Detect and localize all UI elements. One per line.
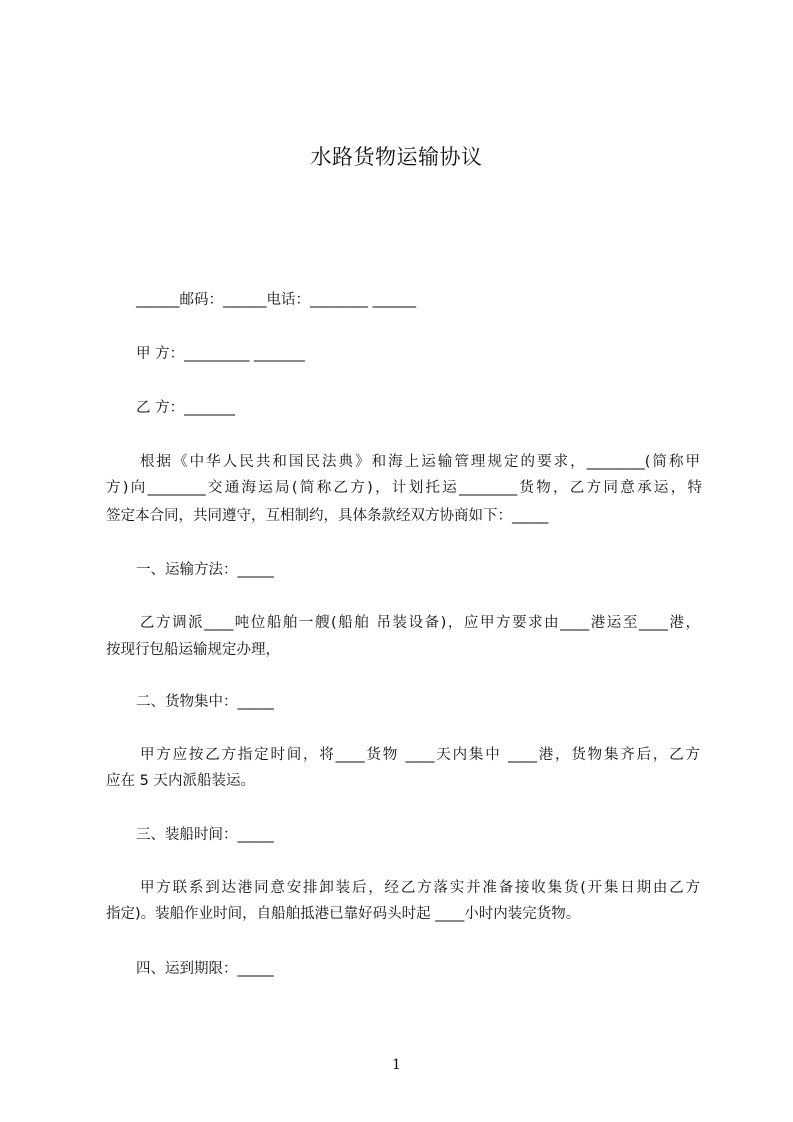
section-2-heading: 二、货物集中：_____ [136,694,274,710]
party-a-line: 甲 方：_________ _______ [136,346,305,362]
party-b-line: 乙 方：_______ [136,400,235,416]
section-4-heading: 四、运到期限：_____ [136,961,274,977]
section-2-paragraph-line-2: 应在 5 天内派船装运。 [106,773,255,789]
intro-paragraph-line-2: 方)向________交通海运局(简称乙方)，计划托运________货物，乙方同意承运，特 [106,480,702,496]
intro-paragraph-line-1: 根据《中华人民共和国民法典》和海上运输管理规定的要求，________(简称甲 [140,454,700,470]
intro-paragraph-line-3: 签定本合同，共同遵守，互相制约，具体条款经双方协商如下：_____ [106,508,549,524]
section-3-heading: 三、装船时间：_____ [136,827,274,843]
section-1-heading: 一、运输方法：_____ [136,562,274,578]
section-3-paragraph-line-1: 甲方联系到达港同意安排卸装后，经乙方落实并准备接收集货(开集日期由乙方 [140,880,700,896]
document-title: 水路货物运输协议 [310,145,483,169]
section-1-paragraph-line-1: 乙方调派____吨位船舶一艘(船舶 吊装设备)，应甲方要求由____港运至____港， [140,615,700,631]
section-3-paragraph-line-2: 指定)。装船作业时间，自船舶抵港已靠好码头时起 ____小时内装完货物。 [106,906,581,922]
header-contact-line: ______邮码：______电话：________ ______ [136,292,417,308]
section-2-paragraph-line-1: 甲方应按乙方指定时间，将____货物 ____天内集中 ____港，货物集齐后，乙方 [140,747,700,763]
section-1-paragraph-line-2: 按现行包船运输规定办理， [106,642,280,658]
page-number: 1 [392,1057,401,1073]
